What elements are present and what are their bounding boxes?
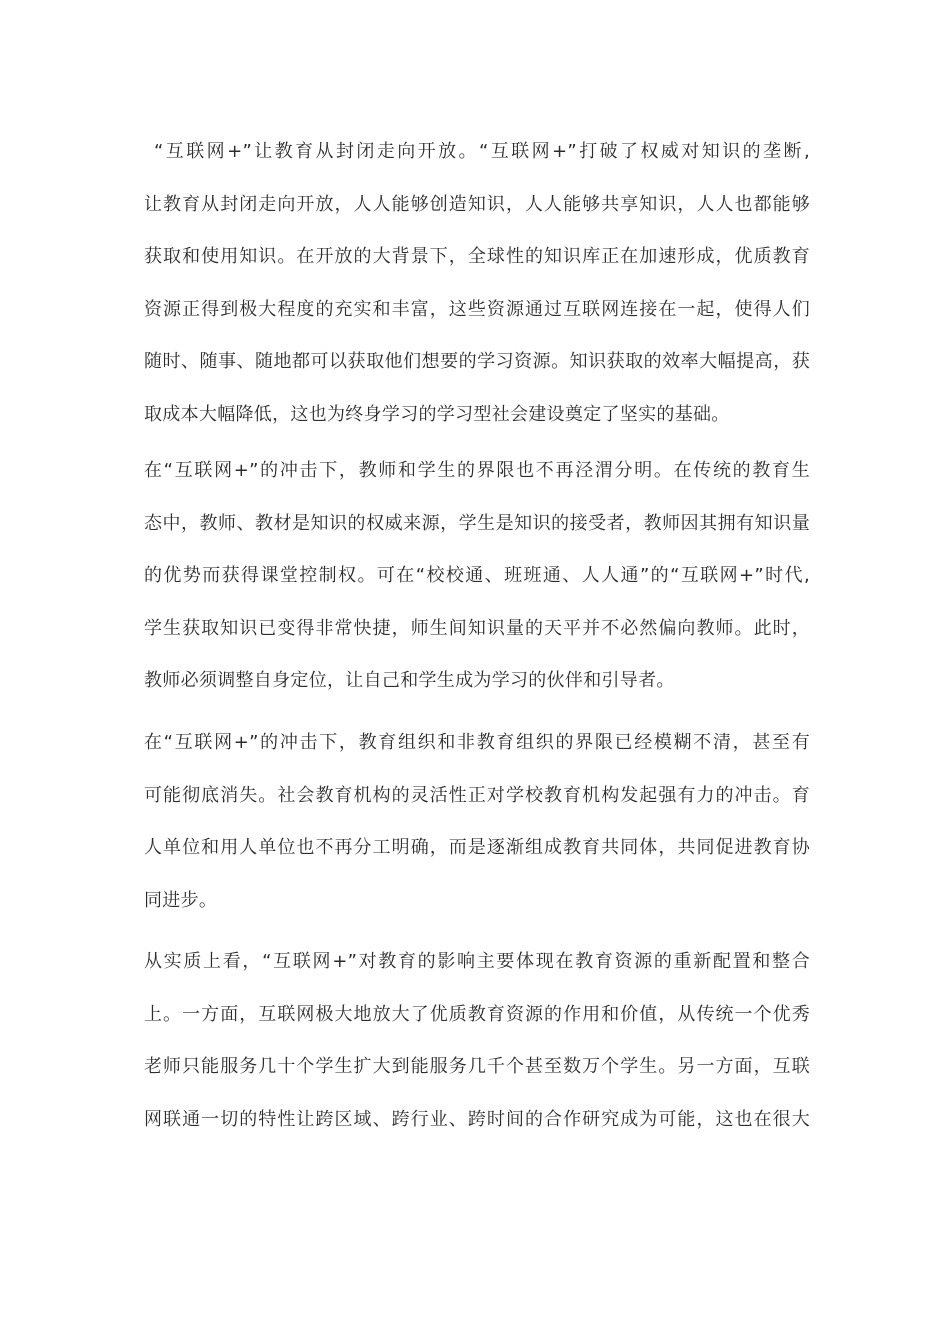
text-line: 网联通一切的特性让跨区域、跨行业、跨时间的合作研究成为可能，这也在很大 [144,1108,810,1130]
text-line: “互联网+”让教育从封闭走向开放。“互联网+”打破了权威对知识的垄断, [154,141,810,162]
text-line: 可能彻底消失。社会教育机构的灵活性正对学校教育机构发起强有力的冲击。育 [144,784,810,806]
paragraph-organizations [144,717,810,927]
text-line: 教师必须调整自身定位，让自己和学生成为学习的伙伴和引导者。 [144,670,675,692]
text-line: 随时、随事、随地都可以获取他们想要的学习资源。知识获取的效率大幅提高，获 [144,351,810,373]
text-line: 学生获取知识已变得非常快捷，师生间知识量的天平并不必然偏向教师。此时， [144,617,810,639]
text-line: 在“互联网+”的冲击下，教师和学生的界限也不再泾渭分明。在传统的教育生 [144,460,810,481]
paragraph-resources [144,936,810,1146]
text-line: 态中，教师、教材是知识的权威来源，学生是知识的接受者，教师因其拥有知识量 [144,512,810,534]
text-line: 从实质上看，“互联网+”对教育的影响主要体现在教育资源的重新配置和整合 [144,951,810,972]
text-line: 同进步。 [144,889,218,911]
text-line: 资源正得到极大程度的充实和丰富，这些资源通过互联网连接在一起，使得人们 [144,298,810,320]
text-line: 让教育从封闭走向开放，人人能够创造知识，人人能够共享知识，人人也都能够 [144,193,810,215]
paragraph-teacher-student [144,445,810,708]
paragraph-openness [144,126,810,442]
text-line: 老师只能服务几十个学生扩大到能服务几千个甚至数万个学生。另一方面，互联 [144,1056,810,1078]
text-line: 的优势而获得课堂控制权。可在“校校通、班班通、人人通”的“互联网+”时代, [144,565,810,587]
text-line: 上。一方面，互联网极大地放大了优质教育资源的作用和价值，从传统一个优秀 [144,1003,810,1025]
text-line: 在“互联网+”的冲击下，教育组织和非教育组织的界限已经模糊不清，甚至有 [144,732,810,753]
text-line: 取成本大幅降低，这也为终身学习的学习型社会建设奠定了坚实的基础。 [144,403,730,425]
text-line: 获取和使用知识。在开放的大背景下，全球性的知识库正在加速形成，优质教育 [144,246,810,268]
text-line: 人单位和用人单位也不再分工明确，而是逐渐组成教育共同体，共同促进教育协 [144,837,810,859]
